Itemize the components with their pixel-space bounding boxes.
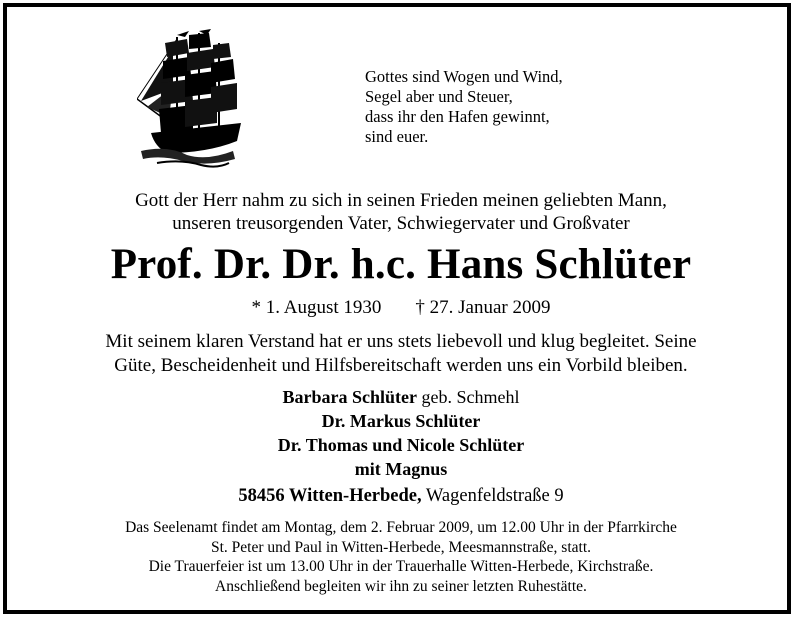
family-member-name: Dr. Markus Schlüter — [321, 411, 481, 431]
family-member-name: mit Magnus — [354, 459, 448, 479]
deceased-name: Prof. Dr. Dr. h.c. Hans Schlüter — [110, 241, 692, 288]
service-notice — [7, 518, 795, 596]
family-address — [7, 484, 795, 508]
address-street: Wagenfeldstraße 9 — [421, 486, 564, 506]
intro-line: unseren treusorgenden Vater, Schwiegervater und Großvater — [172, 213, 630, 234]
poem-line: Segel aber und Steuer, — [365, 87, 513, 106]
family-member — [7, 409, 795, 433]
notice-line: Anschließend begleiten wir ihn zu seiner letzten Ruhestätte. — [215, 577, 587, 595]
life-dates — [7, 297, 795, 319]
poem-line: Gottes sind Wogen und Wind, — [365, 67, 563, 86]
intro-text — [7, 189, 795, 235]
family-member — [7, 457, 795, 481]
poem-line: sind euer. — [365, 127, 429, 146]
family-member-name: Dr. Thomas und Nicole Schlüter — [277, 435, 525, 455]
sailing-ship-icon — [137, 29, 247, 169]
tribute-text — [7, 330, 795, 378]
intro-line: Gott der Herr nahm zu sich in seinen Frieden meinen geliebten Mann, — [135, 190, 667, 211]
tribute-line: Güte, Bescheidenheit und Hilfsbereitschaft werden uns ein Vorbild bleiben. — [114, 355, 688, 376]
death-date: † 27. Januar 2009 — [415, 297, 551, 318]
notice-line: Das Seelenamt findet am Montag, dem 2. Februar 2009, um 12.00 Uhr in der Pfarrkirche — [125, 519, 677, 536]
obituary-notice — [3, 3, 791, 614]
family-member-maiden-name: geb. Schmehl — [417, 387, 520, 407]
poem-line: dass ihr den Hafen gewinnt, — [365, 107, 550, 126]
notice-line: St. Peter und Paul in Witten-Herbede, Meesmannstraße, statt. — [210, 538, 592, 556]
family-member — [7, 385, 795, 409]
poem — [365, 67, 563, 147]
notice-line: Die Trauerfeier ist um 13.00 Uhr in der Trauerhalle Witten-Herbede, Kirchstraße. — [148, 558, 654, 575]
family-member-name: Barbara Schlüter — [282, 387, 417, 407]
address-city: 58456 Witten-Herbede, — [238, 486, 422, 506]
tribute-line: Mit seinem klaren Verstand hat er uns stets liebevoll und klug begleitet. Seine — [105, 331, 697, 352]
family-list — [7, 385, 795, 481]
family-member — [7, 433, 795, 457]
birth-date: * 1. August 1930 — [251, 297, 382, 318]
